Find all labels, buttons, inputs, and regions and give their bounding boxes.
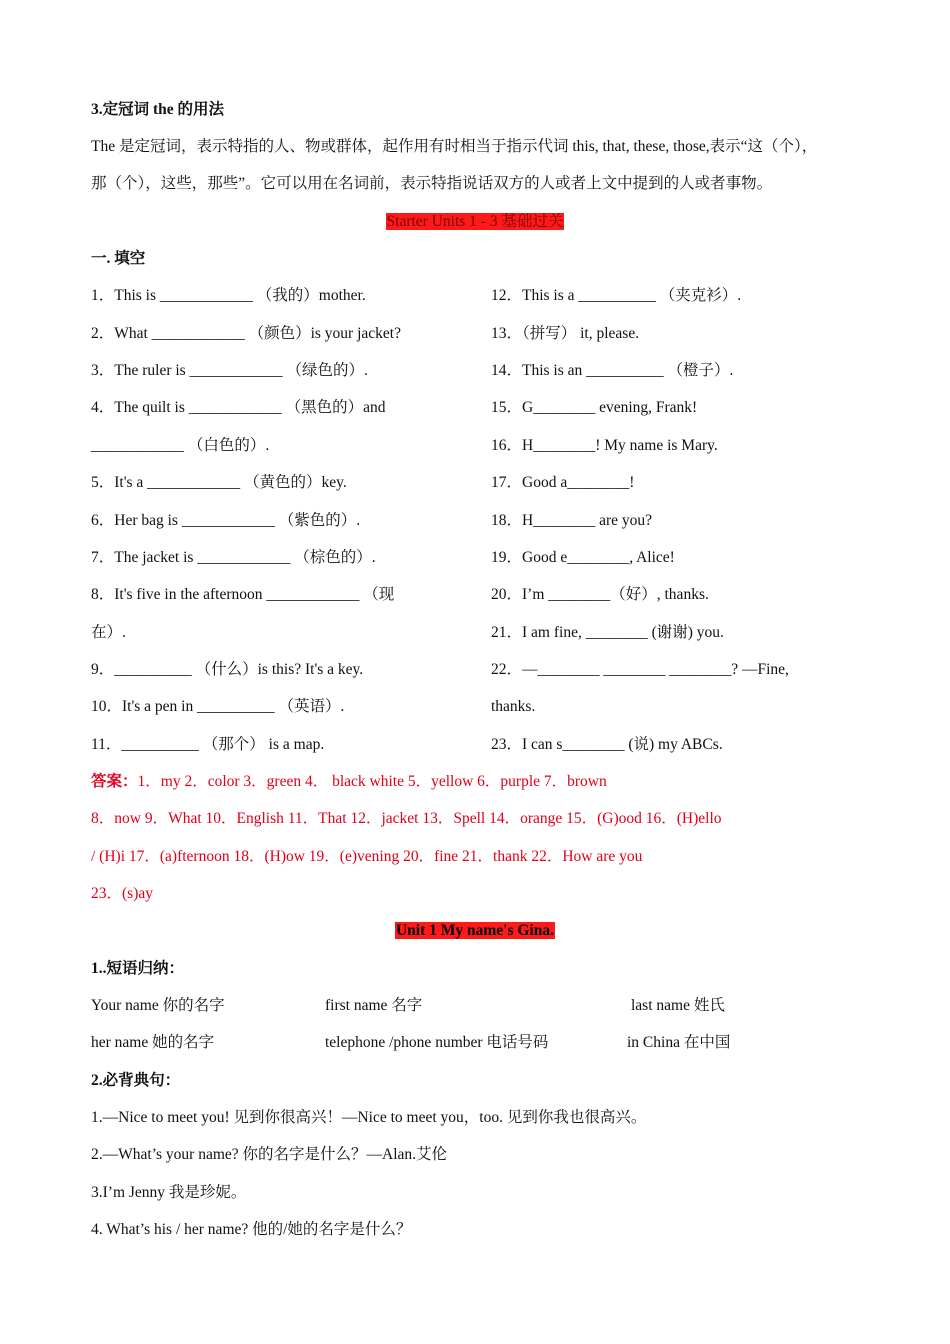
phrase-her-name: her name 她的名字 (91, 1034, 215, 1051)
question-13: 13．（拼写） it, please. (491, 325, 640, 342)
question-14: 14．This is an __________ （橙子）. (491, 362, 734, 379)
question-7: 7．The jacket is ____________ （棕色的）. (91, 549, 376, 566)
fill-in-heading: 一. 填空 (91, 250, 146, 267)
answers-line-1 (91, 772, 607, 792)
question-22-continued: thanks. (491, 698, 536, 715)
question-10: 10．It's a pen in __________ （英语）. (91, 698, 345, 715)
sentence-2: 2.—What’s your name? 你的名字是什么？—Alan.艾伦 (91, 1146, 448, 1163)
question-3: 3．The ruler is ____________ （绿色的）. (91, 362, 368, 379)
sentences-heading: 2.必背典句： (91, 1072, 181, 1089)
sentence-1: 1.—Nice to meet you! 见到你很高兴！—Nice to meet you，too. 见到你我也很高兴。 (91, 1109, 647, 1126)
question-2: 2．What ____________ （颜色）is your jacket? (91, 325, 401, 342)
phrase-telephone-number: telephone /phone number 电话号码 (325, 1034, 549, 1051)
question-11: 11．__________ （那个） is a map. (91, 736, 325, 753)
answers-label: 答案： (91, 773, 138, 790)
banner-starter-units (0, 212, 950, 232)
phrases-heading: 1..短语归纳： (91, 960, 185, 977)
banner-unit-1 (0, 921, 950, 941)
question-4-continued: ____________ （白色的）. (91, 437, 270, 454)
question-15: 15．G________ evening, Frank! (491, 399, 698, 416)
question-22: 22．—________ ________ ________? —Fine, (491, 661, 789, 678)
sentence-3: 3.I’m Jenny 我是珍妮。 (91, 1184, 247, 1201)
phrase-last-name: last name 姓氏 (631, 997, 725, 1014)
question-4: 4．The quilt is ____________ （黑色的）and (91, 399, 386, 416)
question-5: 5．It's a ____________ （黄色的）key. (91, 474, 347, 491)
paragraph-line-2: 那（个），这些，那些”。它可以用在名词前，表示特指说话双方的人或者上文中提到的人或者事物。 (91, 175, 773, 192)
answers-line-3: / (H)i 17．(a)fternoon 18．(H)ow 19．(e)vening 20．fine 21．thank 22．How are you (91, 848, 643, 865)
question-8-continued: 在）. (91, 624, 126, 641)
question-8: 8．It's five in the afternoon ____________ （现 (91, 586, 395, 603)
question-6: 6．Her bag is ____________ （紫色的）. (91, 512, 361, 529)
question-12: 12．This is a __________ （夹克衫）. (491, 287, 742, 304)
answers-line-4: 23．(s)ay (91, 885, 153, 902)
phrase-your-name: Your name 你的名字 (91, 997, 225, 1014)
question-9: 9．__________ （什么）is this? It's a key. (91, 661, 364, 678)
phrase-in-china: in China 在中国 (627, 1034, 731, 1051)
question-16: 16．H________! My name is Mary. (491, 437, 718, 454)
banner-starter-units-text: Starter Units 1 - 3 基础过关 (386, 213, 564, 230)
answers-line-2: 8．now 9．What 10．English 11．That 12．jacket 13．Spell 14．orange 15．(G)ood 16．(H)ello (91, 810, 722, 827)
answers-text-1: 1．my 2．color 3．green 4． black white 5．yellow 6．purple 7．brown (137, 773, 607, 790)
question-21: 21．I am fine, ________ (谢谢) you. (491, 624, 724, 641)
phrase-first-name: first name 名字 (325, 997, 423, 1014)
question-23: 23．I can s________ (说) my ABCs. (491, 736, 723, 753)
question-19: 19．Good e________, Alice! (491, 549, 675, 566)
paragraph-line-1: The 是定冠词，表示特指的人、物或群体，起作用有时相当于指示代词 this, that, these, those,表示“这（个）， (91, 138, 818, 155)
question-1: 1．This is ____________ （我的）mother. (91, 287, 366, 304)
question-17: 17．Good a________! (491, 474, 635, 491)
question-20: 20．I’m ________（好）, thanks. (491, 586, 709, 603)
sentence-4: 4. What’s his / her name? 他的/她的名字是什么？ (91, 1221, 412, 1238)
section-heading-definite-article: 3.定冠词 the 的用法 (91, 101, 225, 118)
banner-unit-1-text: Unit 1 My name's Gina. (395, 922, 555, 939)
question-18: 18．H________ are you? (491, 512, 652, 529)
